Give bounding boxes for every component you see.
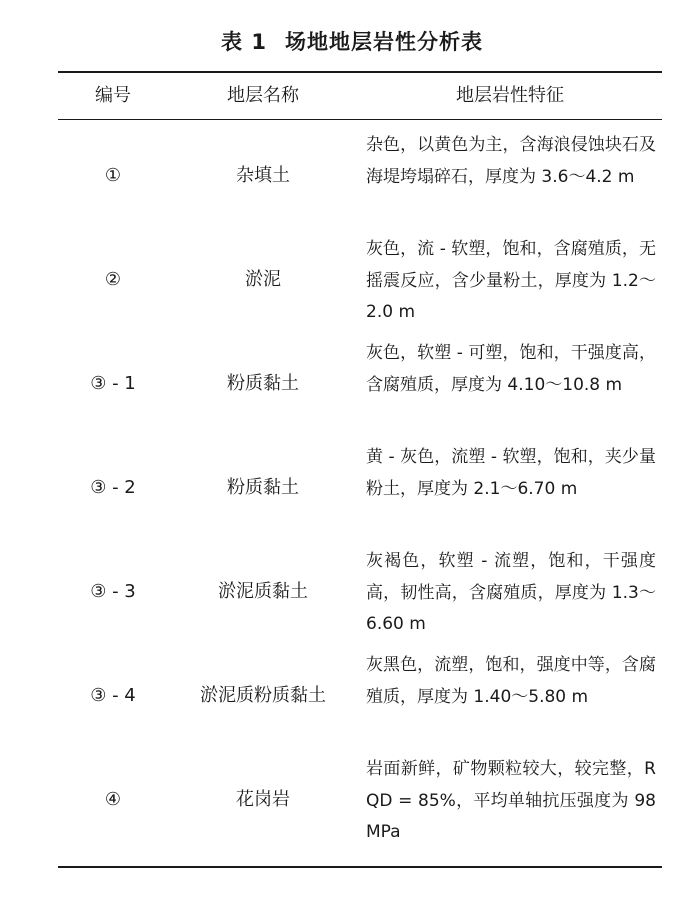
stratum-name: 粉质黏土 <box>227 373 299 394</box>
table-row <box>58 332 662 436</box>
stratum-id: ③ - 4 <box>90 685 136 706</box>
stratum-id: ③ - 1 <box>90 373 136 394</box>
header-name: 地层名称 <box>227 85 299 106</box>
table-number: 表 1 <box>221 30 267 54</box>
table-row <box>58 124 662 228</box>
stratum-name: 淤泥 <box>245 269 281 290</box>
stratum-description: 灰色，流 - 软塑，饱和，含腐殖质，无摇震反应，含少量粉土，厚度为 1.2～2.0 m <box>366 239 656 322</box>
stratum-name: 淤泥质黏土 <box>218 581 308 602</box>
table-title: 场地地层岩性分析表 <box>284 30 483 54</box>
stratum-id: ① <box>104 165 122 186</box>
table-caption <box>0 26 700 56</box>
stratum-name: 杂填土 <box>236 165 290 186</box>
stratum-description: 灰褐色，软塑 - 流塑，饱和，干强度高，韧性高，含腐殖质，厚度为 1.3～6.60 m <box>366 551 656 634</box>
stratum-description: 岩面新鲜，矿物颗粒较大，较完整，RQD = 85%，平均单轴抗压强度为 98 MPa <box>366 759 656 842</box>
table-row <box>58 748 662 852</box>
table-row <box>58 644 662 748</box>
stratum-id: ② <box>104 269 122 290</box>
header-id: 编号 <box>95 85 131 106</box>
stratum-id: ③ - 2 <box>90 477 136 498</box>
stratum-id: ④ <box>104 789 122 810</box>
stratum-description: 灰黑色，流塑，饱和，强度中等，含腐殖质，厚度为 1.40～5.80 m <box>366 655 656 707</box>
stratum-description: 杂色，以黄色为主，含海浪侵蚀块石及海堤垮塌碎石，厚度为 3.6～4.2 m <box>366 135 656 187</box>
table-row <box>58 436 662 540</box>
stratum-name: 淤泥质粉质黏土 <box>200 685 326 706</box>
table-row <box>58 540 662 644</box>
header-rule <box>58 119 662 120</box>
table-row <box>58 228 662 332</box>
stratum-description: 黄 - 灰色，流塑 - 软塑，饱和，夹少量粉土，厚度为 2.1～6.70 m <box>366 447 656 499</box>
stratum-id: ③ - 3 <box>90 581 136 602</box>
stratum-name: 花岗岩 <box>236 789 290 810</box>
header-desc: 地层岩性特征 <box>456 85 564 106</box>
bottom-rule <box>58 866 662 868</box>
stratum-name: 粉质黏土 <box>227 477 299 498</box>
stratum-description: 灰色，软塑 - 可塑，饱和，干强度高，含腐殖质，厚度为 4.10～10.8 m <box>366 343 656 395</box>
table-body <box>58 124 662 852</box>
table-header <box>58 73 662 119</box>
